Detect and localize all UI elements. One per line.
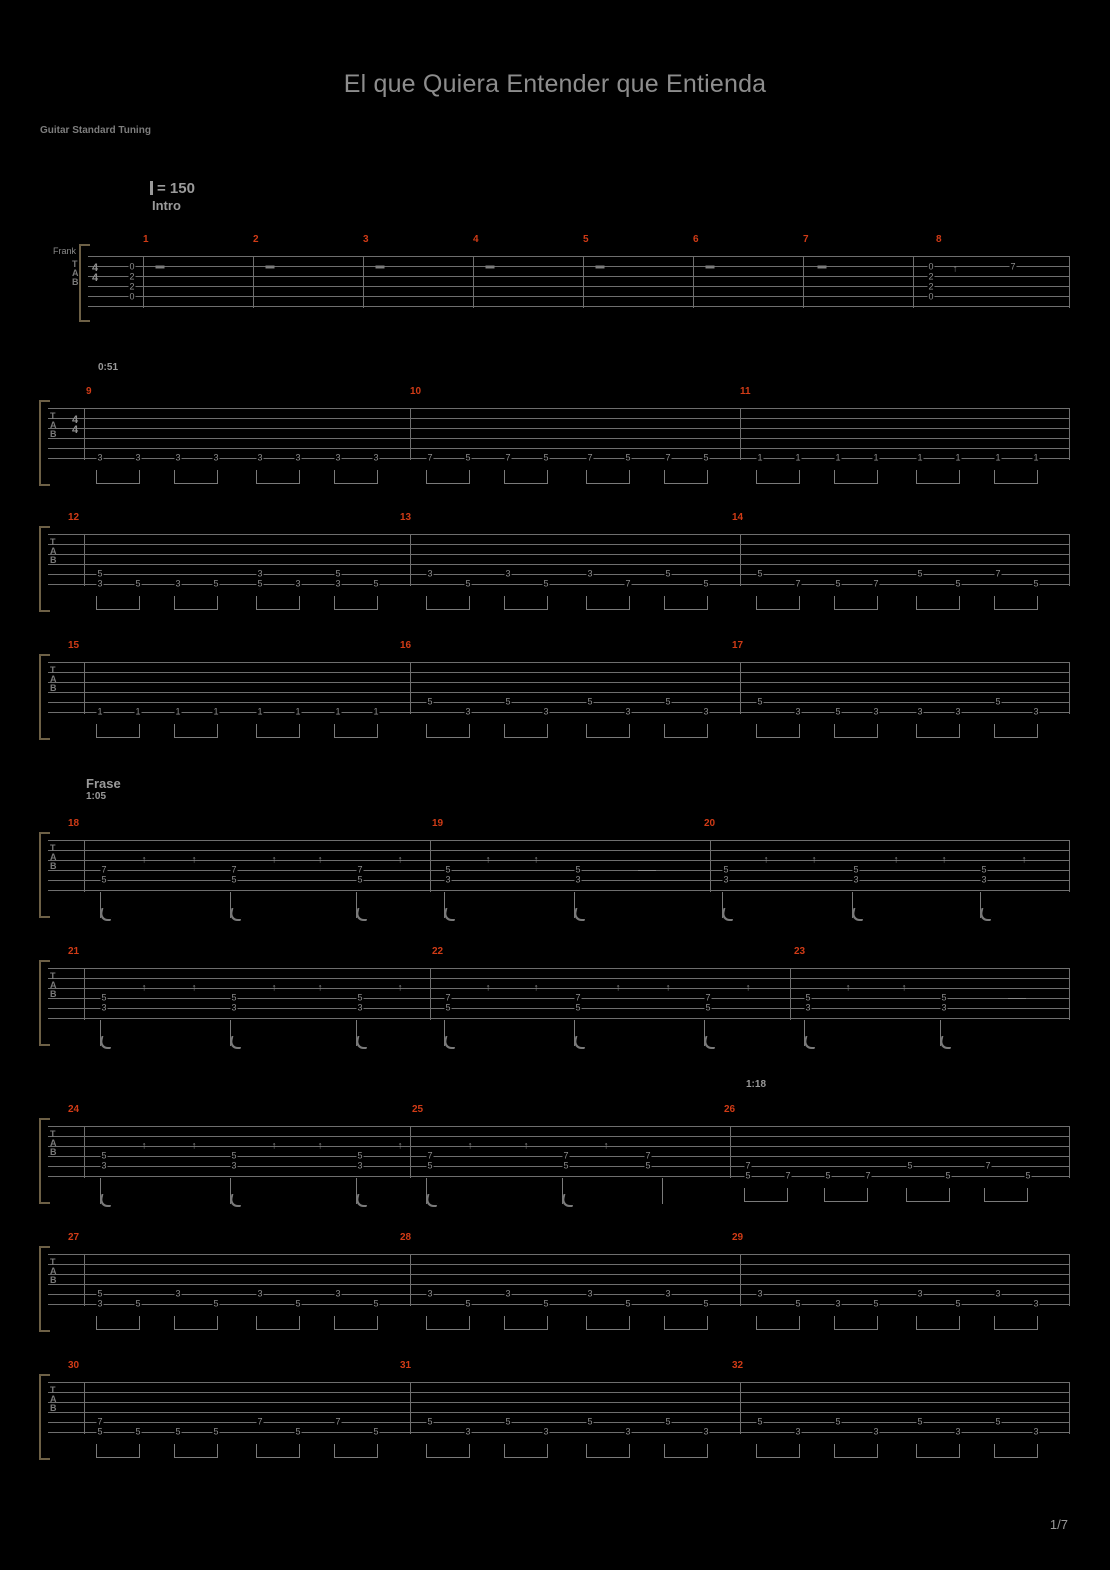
strum-mark: ↑ [271, 982, 277, 994]
measure-number: 1 [143, 234, 149, 245]
tab-staff [48, 840, 1070, 892]
tab-note: 5 [853, 864, 859, 875]
tab-note: 5 [665, 1416, 671, 1427]
strum-mark: ↑ [141, 1140, 147, 1152]
tab-note: 1 [175, 706, 181, 717]
tab-note: 5 [665, 696, 671, 707]
staff-system-6 [48, 946, 1070, 1020]
tab-clef: T A B [50, 665, 57, 693]
measure-number: 29 [732, 1232, 744, 1243]
tab-note: 7 [873, 578, 879, 589]
tab-note: 5 [231, 874, 237, 885]
tab-note: 3 [97, 1298, 103, 1309]
tab-note: 3 [543, 1426, 549, 1437]
strum-mark: ↑ [397, 982, 403, 994]
tab-staff [48, 968, 1070, 1020]
strum-mark: ↑ [603, 1140, 609, 1152]
tab-note: 5 [101, 874, 107, 885]
tab-note: 3 [175, 578, 181, 589]
tab-note: 5 [445, 864, 451, 875]
measure-number: 14 [732, 512, 744, 523]
tab-note: 1 [135, 706, 141, 717]
tab-clef: T A B [72, 259, 79, 287]
tab-note: 3 [805, 1002, 811, 1013]
tab-note: 3 [335, 452, 341, 463]
tab-note: 3 [981, 874, 987, 885]
tab-clef: T A B [50, 1129, 57, 1157]
measure-number: 18 [68, 818, 80, 829]
strum-mark: ↑ [485, 982, 491, 994]
tab-note: 7 [665, 452, 671, 463]
measure-number: 9 [86, 386, 92, 397]
tab-note: 5 [757, 696, 763, 707]
staff-system-7 [48, 1104, 1070, 1181]
quarter-note-icon [150, 181, 153, 195]
tuning-label: Guitar Standard Tuning [40, 125, 151, 136]
strum-mark: ↑ [763, 854, 769, 866]
tab-note: 3 [955, 1426, 961, 1437]
tab-note: 5 [231, 992, 237, 1003]
staff-system-8 [48, 1232, 1070, 1309]
whole-rest [486, 266, 495, 269]
measure-number: 28 [400, 1232, 412, 1243]
tab-note: 5 [917, 568, 923, 579]
tab-note: 5 [835, 706, 841, 717]
tab-note: 5 [941, 992, 947, 1003]
tab-note: 3 [1033, 706, 1039, 717]
strum-mark: ↑ [941, 854, 947, 866]
tab-note: 7 [335, 1416, 341, 1427]
tab-note: 3 [335, 578, 341, 589]
tab-note: 3 [1033, 1426, 1039, 1437]
tab-note: 0 [928, 291, 934, 302]
tab-note: 3 [257, 568, 263, 579]
staff-system-3 [48, 512, 1070, 589]
measure-number: 10 [410, 386, 422, 397]
measure-number: 26 [724, 1104, 736, 1115]
tab-note: 5 [745, 1170, 751, 1181]
tab-note: 3 [97, 578, 103, 589]
whole-rest [818, 266, 827, 269]
tab-note: 3 [625, 1426, 631, 1437]
tab-note: 5 [465, 452, 471, 463]
tab-note: 7 [985, 1160, 991, 1171]
tab-note: 5 [955, 578, 961, 589]
tab-note: 7 [445, 992, 451, 1003]
tab-note: 3 [175, 452, 181, 463]
measure-number: 19 [432, 818, 444, 829]
tab-note: 3 [445, 874, 451, 885]
measure-number: 24 [68, 1104, 80, 1115]
tab-note: 7 [705, 992, 711, 1003]
tab-note: 3 [427, 568, 433, 579]
tab-note: 5 [97, 1288, 103, 1299]
tab-note: 5 [543, 1298, 549, 1309]
tab-note: 3 [231, 1160, 237, 1171]
tab-note: 3 [853, 874, 859, 885]
tab-note: 3 [917, 1288, 923, 1299]
page-title: El que Quiera Entender que Entienda [343, 70, 767, 98]
tab-note: 7 [795, 578, 801, 589]
tab-note: 5 [213, 578, 219, 589]
tab-note: 5 [645, 1160, 651, 1171]
tab-note: 1 [295, 706, 301, 717]
tab-note: 3 [795, 706, 801, 717]
tab-note: 1 [795, 452, 801, 463]
strum-mark: ↑ [615, 982, 621, 994]
tab-note: 1 [955, 452, 961, 463]
tab-note: 7 [563, 1150, 569, 1161]
tab-note: 5 [981, 864, 987, 875]
tab-note: 5 [723, 864, 729, 875]
tab-note: 7 [745, 1160, 751, 1171]
tab-note: 1 [995, 452, 1001, 463]
tab-note: 1 [873, 452, 879, 463]
tab-note: 3 [97, 452, 103, 463]
tab-note: 3 [665, 1288, 671, 1299]
measure-number: 16 [400, 640, 412, 651]
tab-note: 1 [213, 706, 219, 717]
tempo-marking: = 150 [150, 180, 195, 197]
track-name: Frank [53, 246, 77, 256]
tab-note: 7 [357, 864, 363, 875]
time-marker-0-51: 0:51 [98, 362, 119, 373]
section-marker-frase: Frase [86, 776, 121, 791]
measure-number: 3 [363, 234, 369, 245]
tab-note: 2 [129, 281, 135, 292]
tab-note: 0 [928, 261, 934, 272]
whole-rest [266, 266, 275, 269]
tab-note: 7 [231, 864, 237, 875]
tab-note: 3 [703, 1426, 709, 1437]
tab-staff [88, 256, 1070, 308]
strum-mark: ↑ [397, 1140, 403, 1152]
measure-number: 30 [68, 1360, 80, 1371]
staff-system-4 [48, 640, 1070, 717]
tab-note: 5 [505, 696, 511, 707]
tab-note: 5 [625, 452, 631, 463]
whole-rest [706, 266, 715, 269]
tab-note: 3 [941, 1002, 947, 1013]
tab-note: 5 [445, 1002, 451, 1013]
measure-number: 15 [68, 640, 80, 651]
strum-mark: ↑ [191, 982, 197, 994]
tab-note: 5 [543, 578, 549, 589]
tab-note: 3 [135, 452, 141, 463]
tab-note: 7 [257, 1416, 263, 1427]
tab-note: 1 [757, 452, 763, 463]
tab-note: 3 [757, 1288, 763, 1299]
tab-note: 3 [335, 1288, 341, 1299]
tab-note: 5 [97, 568, 103, 579]
tab-note: 5 [703, 578, 709, 589]
measure-number: 27 [68, 1232, 80, 1243]
strum-mark: ↑ [845, 982, 851, 994]
strum-mark: ↑ [191, 1140, 197, 1152]
strum-mark: ↑ [271, 1140, 277, 1152]
strum-mark: ↑ [901, 982, 907, 994]
measure-number: 32 [732, 1360, 744, 1371]
tab-note: 5 [805, 992, 811, 1003]
tab-note: 3 [1033, 1298, 1039, 1309]
tab-note: 5 [101, 992, 107, 1003]
staff-system-9 [48, 1360, 1070, 1437]
tab-note: 1 [835, 452, 841, 463]
tab-note: 5 [373, 1426, 379, 1437]
tab-note: 7 [97, 1416, 103, 1427]
tab-note: 3 [835, 1298, 841, 1309]
tab-note: 5 [543, 452, 549, 463]
tab-note: 1 [917, 452, 923, 463]
tab-note: 5 [295, 1298, 301, 1309]
tab-note: 5 [135, 578, 141, 589]
tab-note: 5 [757, 568, 763, 579]
strum-mark: ↑ [141, 854, 147, 866]
tab-note: 5 [587, 696, 593, 707]
strum-mark: ↑ [893, 854, 899, 866]
tab-note: 3 [231, 1002, 237, 1013]
tab-note: 5 [257, 578, 263, 589]
measure-number: 20 [704, 818, 716, 829]
tab-note: 5 [945, 1170, 951, 1181]
tab-note: 5 [465, 578, 471, 589]
tab-note: 3 [295, 452, 301, 463]
tab-note: 3 [543, 706, 549, 717]
tab-note: 5 [835, 1416, 841, 1427]
strum-mark: ↑ [271, 854, 277, 866]
tab-note: 5 [101, 1150, 107, 1161]
tab-note: 3 [465, 706, 471, 717]
strum-mark: ↑ [745, 982, 751, 994]
tab-note: 5 [825, 1170, 831, 1181]
tab-note: 7 [575, 992, 581, 1003]
tab-note: 3 [587, 1288, 593, 1299]
tab-clef: T A B [50, 971, 57, 999]
time-marker-1-05: 1:05 [86, 791, 107, 802]
tab-note: 3 [357, 1002, 363, 1013]
tab-note: 7 [865, 1170, 871, 1181]
measure-number: 7 [803, 234, 809, 245]
tab-note: 5 [665, 568, 671, 579]
strum-mark: ↑ [141, 982, 147, 994]
tab-note: 3 [575, 874, 581, 885]
tab-note: 3 [795, 1426, 801, 1437]
tab-clef: T A B [50, 1257, 57, 1285]
tab-note: 3 [357, 1160, 363, 1171]
tab-note: 5 [575, 864, 581, 875]
tab-note: 3 [505, 1288, 511, 1299]
tab-note: 5 [835, 578, 841, 589]
tab-note: 0 [129, 291, 135, 302]
tab-note: 3 [703, 706, 709, 717]
tab-note: 5 [97, 1426, 103, 1437]
page-number: 1/7 [1049, 1517, 1068, 1532]
measure-number: 13 [400, 512, 412, 523]
tab-note: 3 [917, 706, 923, 717]
measure-number: 12 [68, 512, 80, 523]
tab-note: 5 [357, 874, 363, 885]
tab-note: 5 [427, 1160, 433, 1171]
tab-note: 3 [213, 452, 219, 463]
tab-note: 5 [295, 1426, 301, 1437]
tab-note: 7 [1010, 261, 1016, 272]
tab-note: 5 [795, 1298, 801, 1309]
section-marker-intro: Intro [152, 198, 181, 213]
strum-mark: ↑ [317, 1140, 323, 1152]
tab-note: 3 [101, 1160, 107, 1171]
strum-mark: ↑ [523, 1140, 529, 1152]
tab-note: 5 [995, 696, 1001, 707]
measure-number: 23 [794, 946, 806, 957]
tab-clef: T A B [50, 411, 57, 439]
tab-note: 7 [785, 1170, 791, 1181]
strum-mark: ↑ [533, 854, 539, 866]
strum-mark: ↑ [485, 854, 491, 866]
measure-number: 21 [68, 946, 80, 957]
tab-note: 5 [995, 1416, 1001, 1427]
tab-note: 1 [373, 706, 379, 717]
tab-note: 5 [505, 1416, 511, 1427]
tab-note: 3 [427, 1288, 433, 1299]
time-signature: 4 4 [92, 262, 99, 284]
time-marker-1-18: 1:18 [746, 1079, 767, 1090]
tab-note: 1 [1033, 452, 1039, 463]
tab-note: 5 [175, 1426, 181, 1437]
tab-note: 3 [587, 568, 593, 579]
tab-note: 3 [257, 1288, 263, 1299]
tab-note: 5 [587, 1416, 593, 1427]
tab-note: 7 [587, 452, 593, 463]
tab-note: 7 [427, 452, 433, 463]
tab-note: 5 [907, 1160, 913, 1171]
staff-system-2 [48, 386, 1070, 463]
measure-number: 25 [412, 1104, 424, 1115]
tab-note: 3 [373, 452, 379, 463]
tab-note: 5 [1033, 578, 1039, 589]
tab-note: 3 [873, 1426, 879, 1437]
tab-note: 7 [995, 568, 1001, 579]
measure-number: 8 [936, 234, 942, 245]
tab-note: 1 [257, 706, 263, 717]
time-signature: 4 4 [72, 414, 79, 436]
tab-note: 5 [703, 452, 709, 463]
tab-note: 5 [625, 1298, 631, 1309]
tab-note: 7 [101, 864, 107, 875]
measure-number: 6 [693, 234, 699, 245]
tab-note: 3 [955, 706, 961, 717]
tab-note: 2 [928, 281, 934, 292]
measure-number: 11 [740, 386, 751, 397]
strum-mark: ↑ [811, 854, 817, 866]
tab-note: 5 [465, 1298, 471, 1309]
measure-number: 5 [583, 234, 589, 245]
tab-note: 7 [625, 578, 631, 589]
tab-note: 5 [335, 568, 341, 579]
whole-rest [596, 266, 605, 269]
tab-note: 5 [135, 1426, 141, 1437]
tab-note: 7 [645, 1150, 651, 1161]
tab-clef: T A B [50, 843, 57, 871]
strum-mark: ↑ [665, 982, 671, 994]
tab-note: 5 [213, 1426, 219, 1437]
measure-number: 17 [732, 640, 744, 651]
strum-mark: ↑ [191, 854, 197, 866]
tab-note: 5 [917, 1416, 923, 1427]
tab-note: 5 [955, 1298, 961, 1309]
tab-note: 3 [995, 1288, 1001, 1299]
tab-clef: T A B [50, 537, 57, 565]
strum-mark: ↑ [952, 263, 958, 275]
staff-system-5 [48, 818, 1070, 892]
tab-note: 7 [505, 452, 511, 463]
tab-note: 3 [175, 1288, 181, 1299]
tab-note: 5 [703, 1298, 709, 1309]
tab-note: 5 [1025, 1170, 1031, 1181]
tab-note: 5 [705, 1002, 711, 1013]
strum-mark: ↑ [533, 982, 539, 994]
tab-note: 5 [563, 1160, 569, 1171]
tab-note: 5 [373, 578, 379, 589]
tab-note: 5 [357, 992, 363, 1003]
whole-rest [156, 266, 165, 269]
tab-note: 3 [295, 578, 301, 589]
tab-note: 3 [257, 452, 263, 463]
tab-note: 2 [129, 271, 135, 282]
strum-mark: ↑ [397, 854, 403, 866]
tab-note: 5 [213, 1298, 219, 1309]
strum-mark: ↑ [1021, 854, 1027, 866]
strum-mark: ↑ [317, 982, 323, 994]
tab-note: 5 [231, 1150, 237, 1161]
tab-note: 1 [97, 706, 103, 717]
tab-note: 3 [625, 706, 631, 717]
tab-note: 0 [129, 261, 135, 272]
tab-note: 5 [427, 696, 433, 707]
strum-mark: ↑ [317, 854, 323, 866]
tab-note: 7 [427, 1150, 433, 1161]
strum-mark: ↑ [467, 1140, 473, 1152]
tab-note: 5 [357, 1150, 363, 1161]
tab-note: 3 [101, 1002, 107, 1013]
staff-system-1 [72, 234, 1070, 308]
tab-note: 3 [723, 874, 729, 885]
tab-note: 5 [427, 1416, 433, 1427]
tab-note: 5 [135, 1298, 141, 1309]
tab-clef: T A B [50, 1385, 57, 1413]
tab-note: 5 [757, 1416, 763, 1427]
tab-note: 1 [335, 706, 341, 717]
tab-note: 5 [873, 1298, 879, 1309]
tab-note: 5 [575, 1002, 581, 1013]
measure-number: 4 [473, 234, 479, 245]
measure-number: 31 [400, 1360, 412, 1371]
tab-note: 3 [873, 706, 879, 717]
whole-rest [376, 266, 385, 269]
tab-note: 3 [505, 568, 511, 579]
tab-note: 3 [465, 1426, 471, 1437]
measure-number: 22 [432, 946, 444, 957]
measure-number: 2 [253, 234, 259, 245]
tab-staff [48, 1126, 1070, 1178]
tab-note: 5 [373, 1298, 379, 1309]
tab-note: 2 [928, 271, 934, 282]
